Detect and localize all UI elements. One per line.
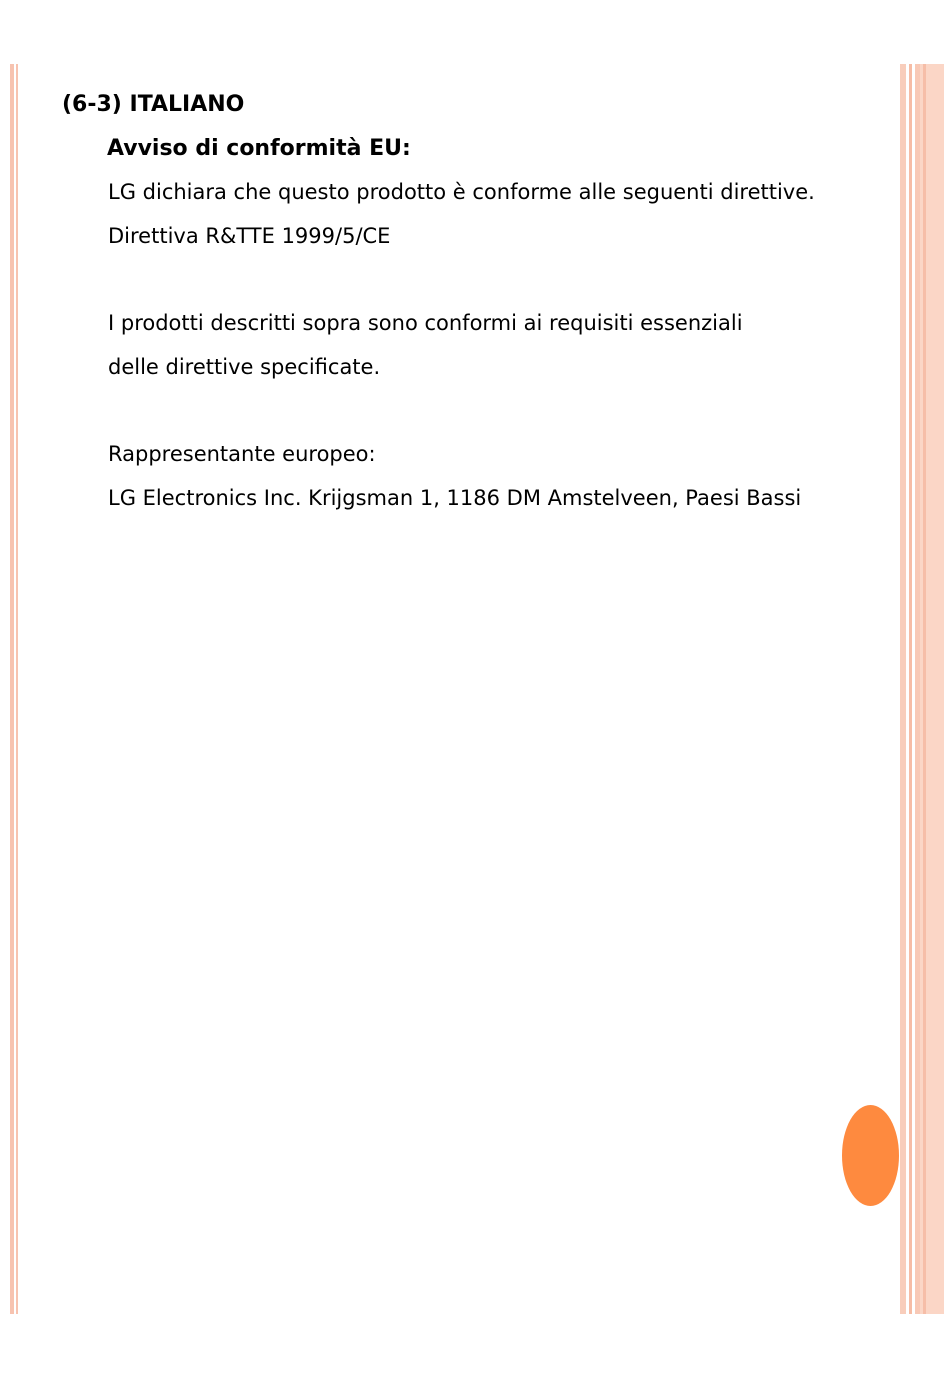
right-border-stripe [909, 64, 912, 1314]
compliance-text-line-1: I prodotti descritti sopra sono conformi ai requisiti essenziali [108, 311, 743, 335]
right-decorative-border [900, 64, 950, 1314]
representative-label: Rappresentante europeo: [108, 442, 376, 466]
right-border-stripe [900, 64, 906, 1314]
orange-oval-decoration [842, 1105, 899, 1206]
left-border-stripe [10, 64, 14, 1314]
declaration-text: LG dichiara che questo prodotto è conforme alle seguenti direttive. [108, 180, 815, 204]
right-border-stripe [923, 64, 926, 1314]
directive-text: Direttiva R&TTE 1999/5/CE [108, 224, 391, 248]
conformity-heading: Avviso di conformità EU: [107, 136, 411, 161]
left-decorative-border [10, 64, 20, 1314]
right-border-stripe [915, 64, 920, 1314]
left-border-stripe [16, 64, 18, 1314]
compliance-text-line-2: delle direttive specificate. [108, 355, 381, 379]
representative-address: LG Electronics Inc. Krijgsman 1, 1186 DM Amstelveen, Paesi Bassi [108, 486, 802, 510]
section-title: (6-3) ITALIANO [62, 92, 245, 117]
